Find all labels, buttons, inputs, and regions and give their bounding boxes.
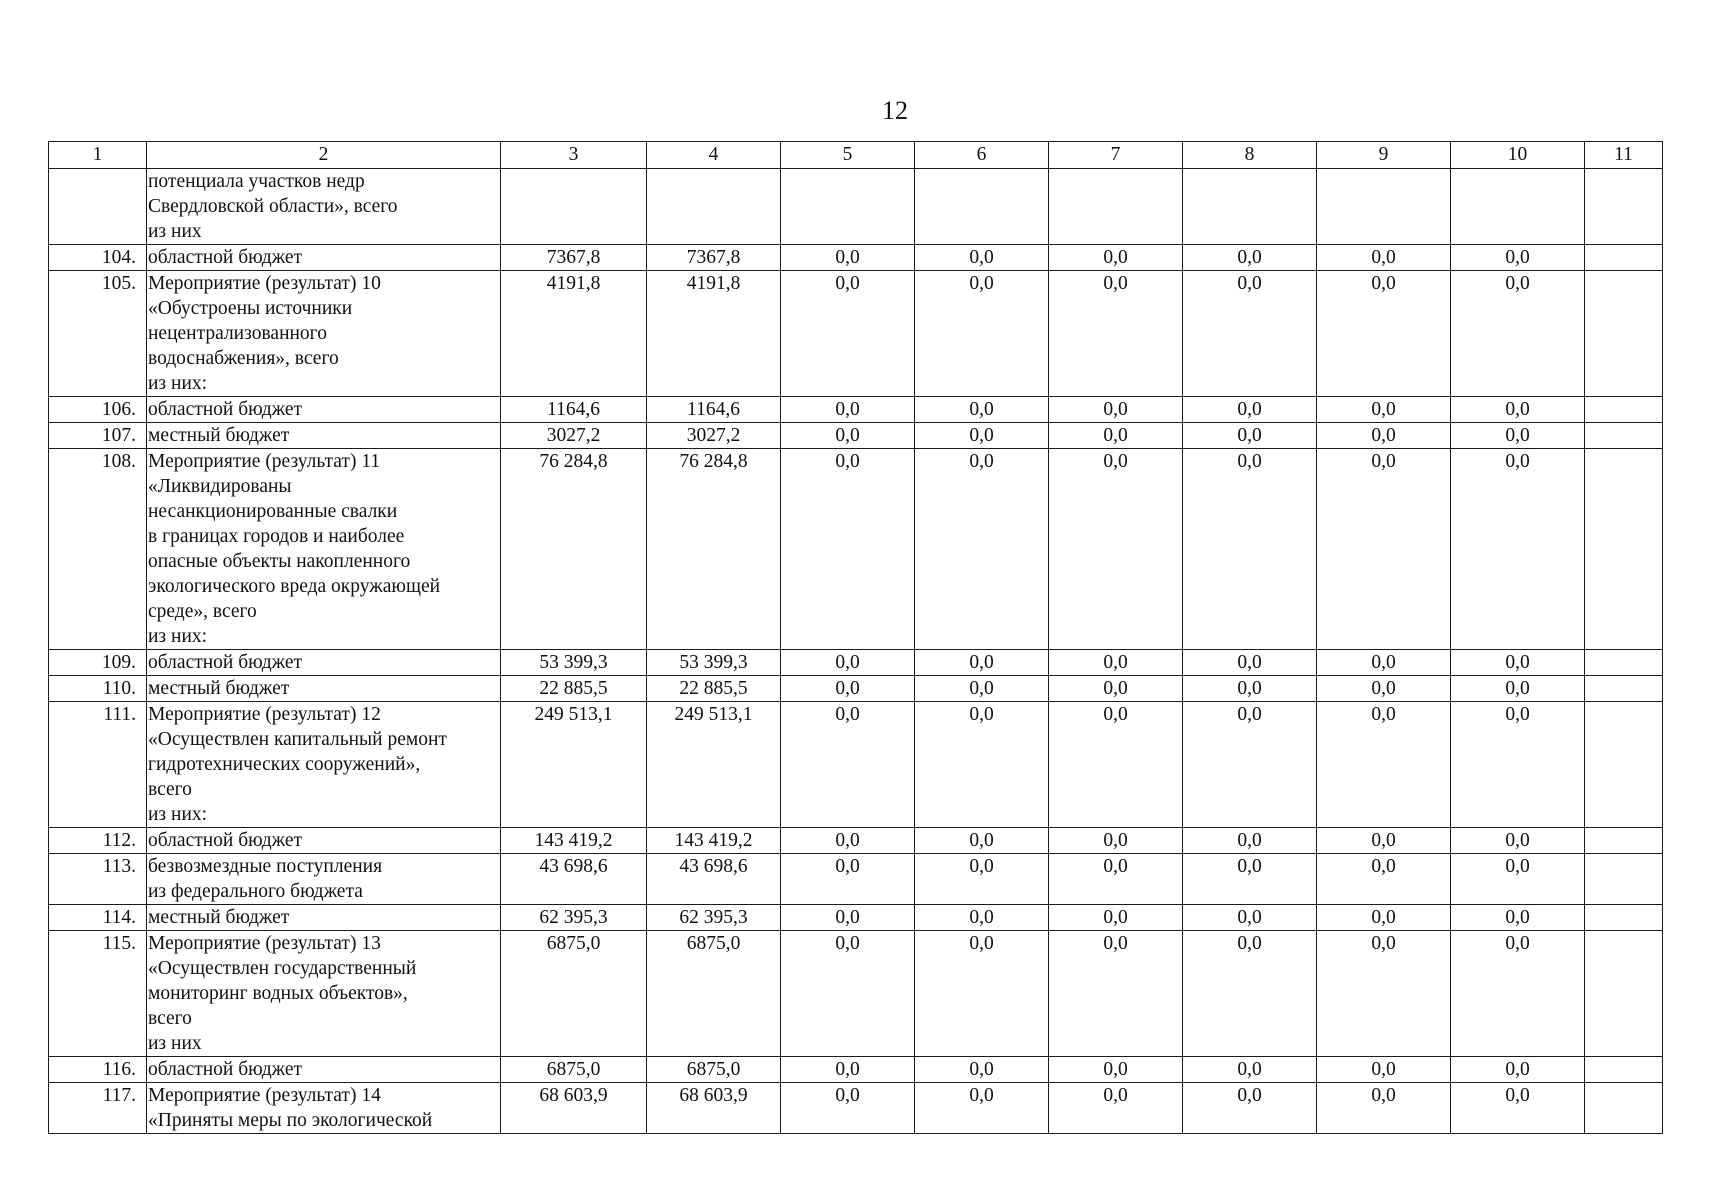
amount-col-6-cell: 0,0 <box>915 423 1049 449</box>
amount-col-6-cell: 0,0 <box>915 905 1049 931</box>
amount-col-4-cell: 76 284,8 <box>647 449 781 650</box>
amount-col-3-cell: 143 419,2 <box>501 828 647 854</box>
amount-col-9-cell: 0,0 <box>1317 828 1451 854</box>
amount-col-7-cell: 0,0 <box>1049 1057 1183 1083</box>
amount-col-3-cell: 3027,2 <box>501 423 647 449</box>
row-name-cell: Мероприятие (результат) 13 «Осуществлен государственный мониторинг водных объектов», всего из них <box>147 931 501 1057</box>
table-row <box>49 423 1663 449</box>
row-number-cell: 116. <box>49 1057 147 1083</box>
amount-col-9-cell: 0,0 <box>1317 271 1451 397</box>
amount-col-9-cell: 0,0 <box>1317 449 1451 650</box>
amount-col-9-cell: 0,0 <box>1317 854 1451 905</box>
amount-col-5-cell: 0,0 <box>781 397 915 423</box>
amount-col-9-cell: 0,0 <box>1317 423 1451 449</box>
row-number-cell: 108. <box>49 449 147 650</box>
amount-col-5-cell: 0,0 <box>781 650 915 676</box>
amount-col-7-cell: 0,0 <box>1049 905 1183 931</box>
amount-col-10-cell: 0,0 <box>1451 905 1585 931</box>
column-header-11: 11 <box>1585 142 1663 169</box>
row-number-cell: 112. <box>49 828 147 854</box>
amount-col-6-cell: 0,0 <box>915 449 1049 650</box>
amount-col-3-cell: 76 284,8 <box>501 449 647 650</box>
row-name-cell: областной бюджет <box>147 397 501 423</box>
table-row <box>49 169 1663 245</box>
amount-col-8-cell: 0,0 <box>1183 1057 1317 1083</box>
amount-col-8-cell <box>1183 169 1317 245</box>
table-row <box>49 905 1663 931</box>
amount-col-5-cell: 0,0 <box>781 828 915 854</box>
table-row <box>49 449 1663 650</box>
row-number-cell: 115. <box>49 931 147 1057</box>
amount-col-9-cell: 0,0 <box>1317 245 1451 271</box>
column-header-7: 7 <box>1049 142 1183 169</box>
amount-col-5-cell: 0,0 <box>781 423 915 449</box>
amount-col-10-cell: 0,0 <box>1451 1057 1585 1083</box>
amount-col-11-cell <box>1585 905 1663 931</box>
amount-col-10-cell: 0,0 <box>1451 676 1585 702</box>
row-number-cell: 109. <box>49 650 147 676</box>
amount-col-4-cell: 22 885,5 <box>647 676 781 702</box>
amount-col-4-cell: 7367,8 <box>647 245 781 271</box>
amount-col-7-cell: 0,0 <box>1049 854 1183 905</box>
amount-col-5-cell: 0,0 <box>781 245 915 271</box>
amount-col-7-cell: 0,0 <box>1049 931 1183 1057</box>
column-header-10: 10 <box>1451 142 1585 169</box>
amount-col-11-cell <box>1585 854 1663 905</box>
table-row <box>49 397 1663 423</box>
amount-col-4-cell: 143 419,2 <box>647 828 781 854</box>
row-number-cell: 117. <box>49 1083 147 1134</box>
amount-col-8-cell: 0,0 <box>1183 702 1317 828</box>
amount-col-11-cell <box>1585 676 1663 702</box>
amount-col-4-cell: 6875,0 <box>647 931 781 1057</box>
amount-col-4-cell: 62 395,3 <box>647 905 781 931</box>
amount-col-6-cell: 0,0 <box>915 931 1049 1057</box>
row-name-cell: безвозмездные поступления из федерального бюджета <box>147 854 501 905</box>
amount-col-6-cell: 0,0 <box>915 702 1049 828</box>
amount-col-3-cell: 22 885,5 <box>501 676 647 702</box>
amount-col-11-cell <box>1585 169 1663 245</box>
amount-col-4-cell: 4191,8 <box>647 271 781 397</box>
amount-col-11-cell <box>1585 245 1663 271</box>
amount-col-3-cell: 7367,8 <box>501 245 647 271</box>
amount-col-4-cell <box>647 169 781 245</box>
table-row <box>49 676 1663 702</box>
column-header-1: 1 <box>49 142 147 169</box>
amount-col-9-cell <box>1317 169 1451 245</box>
amount-col-3-cell: 249 513,1 <box>501 702 647 828</box>
amount-col-4-cell: 3027,2 <box>647 423 781 449</box>
amount-col-6-cell: 0,0 <box>915 1083 1049 1134</box>
amount-col-7-cell: 0,0 <box>1049 449 1183 650</box>
amount-col-8-cell: 0,0 <box>1183 245 1317 271</box>
amount-col-10-cell: 0,0 <box>1451 449 1585 650</box>
amount-col-11-cell <box>1585 397 1663 423</box>
column-header-2: 2 <box>147 142 501 169</box>
table-row <box>49 828 1663 854</box>
amount-col-4-cell: 6875,0 <box>647 1057 781 1083</box>
row-number-cell <box>49 169 147 245</box>
amount-col-3-cell: 68 603,9 <box>501 1083 647 1134</box>
amount-col-8-cell: 0,0 <box>1183 1083 1317 1134</box>
amount-col-9-cell: 0,0 <box>1317 397 1451 423</box>
row-number-cell: 111. <box>49 702 147 828</box>
amount-col-4-cell: 1164,6 <box>647 397 781 423</box>
amount-col-5-cell: 0,0 <box>781 676 915 702</box>
amount-col-5-cell: 0,0 <box>781 449 915 650</box>
row-name-cell: областной бюджет <box>147 828 501 854</box>
amount-col-6-cell <box>915 169 1049 245</box>
amount-col-9-cell: 0,0 <box>1317 1083 1451 1134</box>
amount-col-5-cell: 0,0 <box>781 1083 915 1134</box>
row-name-cell: местный бюджет <box>147 905 501 931</box>
amount-col-10-cell: 0,0 <box>1451 931 1585 1057</box>
amount-col-6-cell: 0,0 <box>915 828 1049 854</box>
row-number-cell: 110. <box>49 676 147 702</box>
amount-col-3-cell: 6875,0 <box>501 1057 647 1083</box>
table-row <box>49 245 1663 271</box>
amount-col-10-cell: 0,0 <box>1451 702 1585 828</box>
amount-col-6-cell: 0,0 <box>915 676 1049 702</box>
row-number-cell: 107. <box>49 423 147 449</box>
amount-col-10-cell: 0,0 <box>1451 828 1585 854</box>
amount-col-4-cell: 68 603,9 <box>647 1083 781 1134</box>
amount-col-6-cell: 0,0 <box>915 271 1049 397</box>
amount-col-5-cell: 0,0 <box>781 854 915 905</box>
row-number-cell: 104. <box>49 245 147 271</box>
amount-col-5-cell: 0,0 <box>781 1057 915 1083</box>
column-header-3: 3 <box>501 142 647 169</box>
amount-col-9-cell: 0,0 <box>1317 1057 1451 1083</box>
amount-col-7-cell: 0,0 <box>1049 702 1183 828</box>
row-number-cell: 113. <box>49 854 147 905</box>
amount-col-6-cell: 0,0 <box>915 397 1049 423</box>
amount-col-11-cell <box>1585 1057 1663 1083</box>
amount-col-3-cell: 6875,0 <box>501 931 647 1057</box>
row-name-cell: местный бюджет <box>147 423 501 449</box>
amount-col-10-cell: 0,0 <box>1451 245 1585 271</box>
amount-col-6-cell: 0,0 <box>915 854 1049 905</box>
amount-col-4-cell: 53 399,3 <box>647 650 781 676</box>
row-number-cell: 106. <box>49 397 147 423</box>
amount-col-9-cell: 0,0 <box>1317 905 1451 931</box>
amount-col-8-cell: 0,0 <box>1183 449 1317 650</box>
amount-col-5-cell: 0,0 <box>781 905 915 931</box>
amount-col-5-cell <box>781 169 915 245</box>
amount-col-4-cell: 249 513,1 <box>647 702 781 828</box>
amount-col-7-cell: 0,0 <box>1049 397 1183 423</box>
amount-col-3-cell: 1164,6 <box>501 397 647 423</box>
row-name-cell: областной бюджет <box>147 245 501 271</box>
table-body <box>49 142 1663 1134</box>
row-name-cell: Мероприятие (результат) 10 «Обустроены источники нецентрализованного водоснабжения», всего из них: <box>147 271 501 397</box>
amount-col-3-cell: 43 698,6 <box>501 854 647 905</box>
budget-table <box>48 141 1663 1134</box>
amount-col-7-cell: 0,0 <box>1049 423 1183 449</box>
amount-col-11-cell <box>1585 449 1663 650</box>
column-header-6: 6 <box>915 142 1049 169</box>
amount-col-10-cell: 0,0 <box>1451 1083 1585 1134</box>
column-header-9: 9 <box>1317 142 1451 169</box>
row-name-cell: Мероприятие (результат) 12 «Осуществлен капитальный ремонт гидротехнических сооружений», всего из них: <box>147 702 501 828</box>
amount-col-8-cell: 0,0 <box>1183 397 1317 423</box>
amount-col-7-cell: 0,0 <box>1049 828 1183 854</box>
amount-col-7-cell <box>1049 169 1183 245</box>
amount-col-11-cell <box>1585 423 1663 449</box>
amount-col-3-cell: 4191,8 <box>501 271 647 397</box>
amount-col-7-cell: 0,0 <box>1049 245 1183 271</box>
amount-col-8-cell: 0,0 <box>1183 650 1317 676</box>
amount-col-4-cell: 43 698,6 <box>647 854 781 905</box>
page-number: 12 <box>882 96 908 125</box>
amount-col-11-cell <box>1585 1083 1663 1134</box>
amount-col-11-cell <box>1585 702 1663 828</box>
amount-col-8-cell: 0,0 <box>1183 676 1317 702</box>
amount-col-8-cell: 0,0 <box>1183 854 1317 905</box>
amount-col-10-cell: 0,0 <box>1451 271 1585 397</box>
row-number-cell: 105. <box>49 271 147 397</box>
amount-col-5-cell: 0,0 <box>781 271 915 397</box>
row-name-cell: местный бюджет <box>147 676 501 702</box>
row-name-cell: областной бюджет <box>147 1057 501 1083</box>
amount-col-8-cell: 0,0 <box>1183 828 1317 854</box>
amount-col-5-cell: 0,0 <box>781 931 915 1057</box>
table-row <box>49 271 1663 397</box>
amount-col-11-cell <box>1585 271 1663 397</box>
row-name-cell: потенциала участков недр Свердловской области», всего из них <box>147 169 501 245</box>
amount-col-11-cell <box>1585 828 1663 854</box>
amount-col-7-cell: 0,0 <box>1049 676 1183 702</box>
table-row <box>49 702 1663 828</box>
amount-col-6-cell: 0,0 <box>915 1057 1049 1083</box>
amount-col-6-cell: 0,0 <box>915 245 1049 271</box>
amount-col-3-cell: 53 399,3 <box>501 650 647 676</box>
column-number-row <box>49 142 1663 169</box>
amount-col-10-cell: 0,0 <box>1451 397 1585 423</box>
amount-col-7-cell: 0,0 <box>1049 1083 1183 1134</box>
table-row <box>49 1083 1663 1134</box>
row-name-cell: Мероприятие (результат) 11 «Ликвидированы несанкционированные свалки в границах городов и наиболее опасные объекты накопленного экологического вреда окружающей среде», всего из них: <box>147 449 501 650</box>
amount-col-3-cell <box>501 169 647 245</box>
amount-col-10-cell <box>1451 169 1585 245</box>
column-header-5: 5 <box>781 142 915 169</box>
amount-col-5-cell: 0,0 <box>781 702 915 828</box>
table-row <box>49 931 1663 1057</box>
row-number-cell: 114. <box>49 905 147 931</box>
amount-col-8-cell: 0,0 <box>1183 931 1317 1057</box>
amount-col-7-cell: 0,0 <box>1049 650 1183 676</box>
amount-col-8-cell: 0,0 <box>1183 905 1317 931</box>
column-header-4: 4 <box>647 142 781 169</box>
amount-col-10-cell: 0,0 <box>1451 423 1585 449</box>
amount-col-10-cell: 0,0 <box>1451 854 1585 905</box>
table-row <box>49 1057 1663 1083</box>
amount-col-11-cell <box>1585 650 1663 676</box>
row-name-cell: областной бюджет <box>147 650 501 676</box>
table-row <box>49 854 1663 905</box>
column-header-8: 8 <box>1183 142 1317 169</box>
amount-col-9-cell: 0,0 <box>1317 650 1451 676</box>
amount-col-9-cell: 0,0 <box>1317 931 1451 1057</box>
amount-col-3-cell: 62 395,3 <box>501 905 647 931</box>
amount-col-11-cell <box>1585 931 1663 1057</box>
amount-col-9-cell: 0,0 <box>1317 676 1451 702</box>
amount-col-7-cell: 0,0 <box>1049 271 1183 397</box>
table-row <box>49 650 1663 676</box>
amount-col-8-cell: 0,0 <box>1183 423 1317 449</box>
amount-col-6-cell: 0,0 <box>915 650 1049 676</box>
amount-col-9-cell: 0,0 <box>1317 702 1451 828</box>
row-name-cell: Мероприятие (результат) 14 «Приняты меры по экологической <box>147 1083 501 1134</box>
amount-col-10-cell: 0,0 <box>1451 650 1585 676</box>
amount-col-8-cell: 0,0 <box>1183 271 1317 397</box>
